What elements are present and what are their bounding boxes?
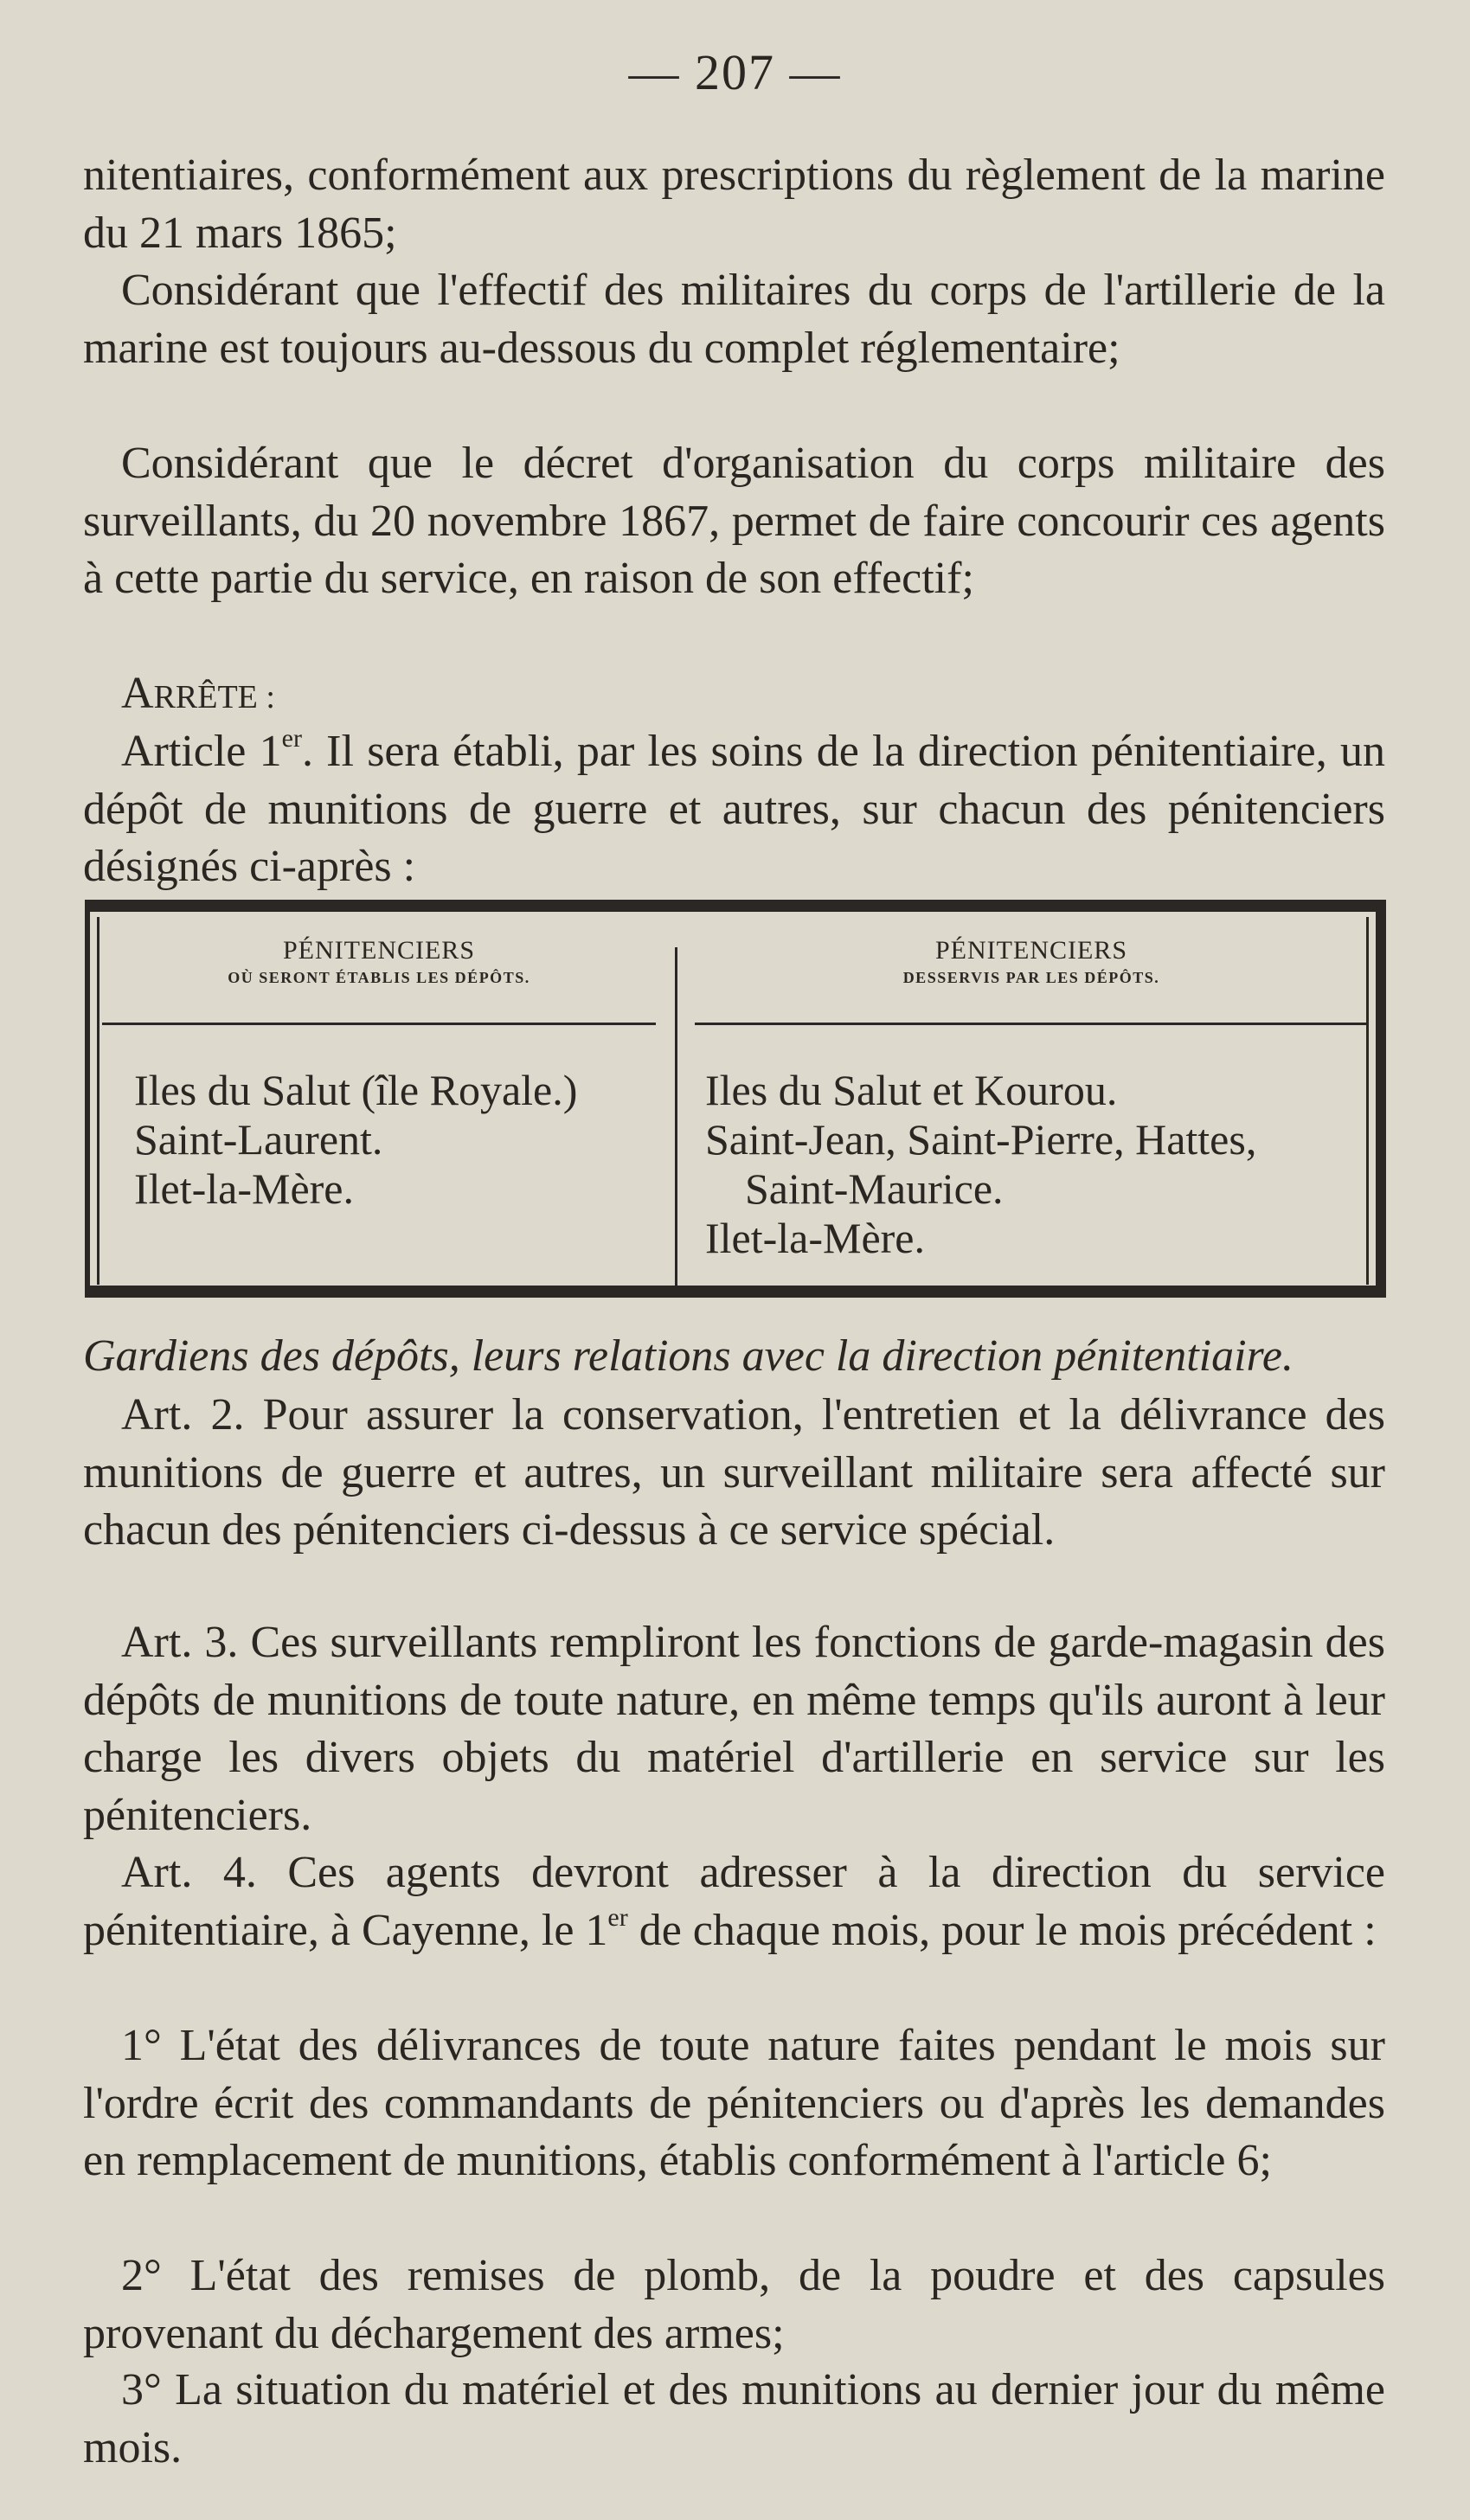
item-1: 1° L'état des délivrances de toute nature faites pendant le mois sur l'ordre écrit des commandants de pénitenciers ou d'après les demandes en remplacement de munitions, établis conformément à l'article 6; bbox=[83, 2021, 1385, 2185]
table-border bbox=[1376, 900, 1386, 1298]
col1-header-title: PÉNITENCIERS bbox=[283, 936, 475, 965]
table-rule bbox=[97, 917, 99, 1285]
article-3: Art. 3. Ces surveillants rempliront les fonctions de garde-magasin des dépôts de munitions de toute nature, en même temps qu'ils auront à leur charge les divers objets du matériel d'artillerie en service sur les pénitenciers. bbox=[83, 1618, 1385, 1840]
table-cell: Iles du Salut (île Royale.) bbox=[134, 1066, 578, 1114]
paragraph-prescriptions: nitentiaires, conformément aux prescriptions du règlement de la marine du 21 mars 1865; bbox=[83, 151, 1385, 258]
table-cell: Ilet-la-Mère. bbox=[705, 1214, 926, 1262]
col2-header-title: PÉNITENCIERS bbox=[935, 936, 1127, 965]
arrete-heading bbox=[121, 665, 275, 726]
header-rule bbox=[102, 1023, 656, 1025]
section-title: Gardiens des dépôts, leurs relations avec la direction pénitentiaire. bbox=[83, 1331, 1293, 1381]
table-border bbox=[85, 1286, 1386, 1298]
col2-header-subtitle: DESSERVIS PAR LES DÉPÔTS. bbox=[902, 969, 1160, 986]
item-3: 3° La situation du matériel et des munitions au dernier jour du même mois. bbox=[83, 2365, 1385, 2472]
column-divider bbox=[675, 947, 677, 1289]
article-4: Art. 4. Ces agents devront adresser à la direction du service pénitentiaire, à Cayenne, le 1er de chaque mois, pour le mois précédent : bbox=[83, 1848, 1385, 1955]
page-number: — 207 — bbox=[628, 44, 842, 100]
arrete-smallcaps: RRÊTE : bbox=[153, 679, 275, 715]
table-cell: Saint-Jean, Saint-Pierre, Hattes, bbox=[705, 1115, 1257, 1164]
item-2: 2° L'état des remises de plomb, de la poudre et des capsules provenant du déchargement des armes; bbox=[83, 2251, 1385, 2358]
table-cell: Ilet-la-Mère. bbox=[134, 1164, 355, 1213]
article-2: Art. 2. Pour assurer la conservation, l'entretien et la délivrance des munitions de guerre et autres, un surveillant militaire sera affecté sur chacun des pénitenciers ci-dessus à ce service spécial. bbox=[83, 1390, 1385, 1555]
table-cell: Iles du Salut et Kourou. bbox=[705, 1066, 1118, 1114]
col1-header-subtitle: OÙ SERONT ÉTABLIS LES DÉPÔTS. bbox=[228, 969, 530, 986]
arrete-initial: A bbox=[121, 669, 154, 718]
header-rule bbox=[695, 1023, 1368, 1025]
table-cell: Saint-Maurice. bbox=[745, 1164, 1004, 1213]
paragraph-considerant-decret: Considérant que le décret d'organisation du corps militaire des surveillants, du 20 novembre 1867, permet de faire concourir ces agents à cette partie du service, en raison de son effectif; bbox=[83, 439, 1385, 603]
article-1: Article 1er. Il sera établi, par les soins de la direction pénitentiaire, un dépôt de munitions de guerre et autres, sur chacun des pénitenciers désignés ci-après : bbox=[83, 724, 1386, 891]
penitenciers-table bbox=[85, 900, 1386, 1298]
table-border bbox=[85, 900, 1386, 912]
col1-cell bbox=[134, 1066, 577, 1214]
table-border bbox=[85, 900, 90, 1298]
col2-cell bbox=[705, 1066, 1363, 1263]
col1-header bbox=[102, 936, 656, 987]
paragraph-considerant-artillerie: Considérant que l'effectif des militaires du corps de l'artillerie de la marine est toujours au-dessous du complet réglementaire; bbox=[83, 266, 1385, 373]
col2-header bbox=[695, 936, 1368, 987]
table-cell: Saint-Laurent. bbox=[134, 1115, 383, 1164]
